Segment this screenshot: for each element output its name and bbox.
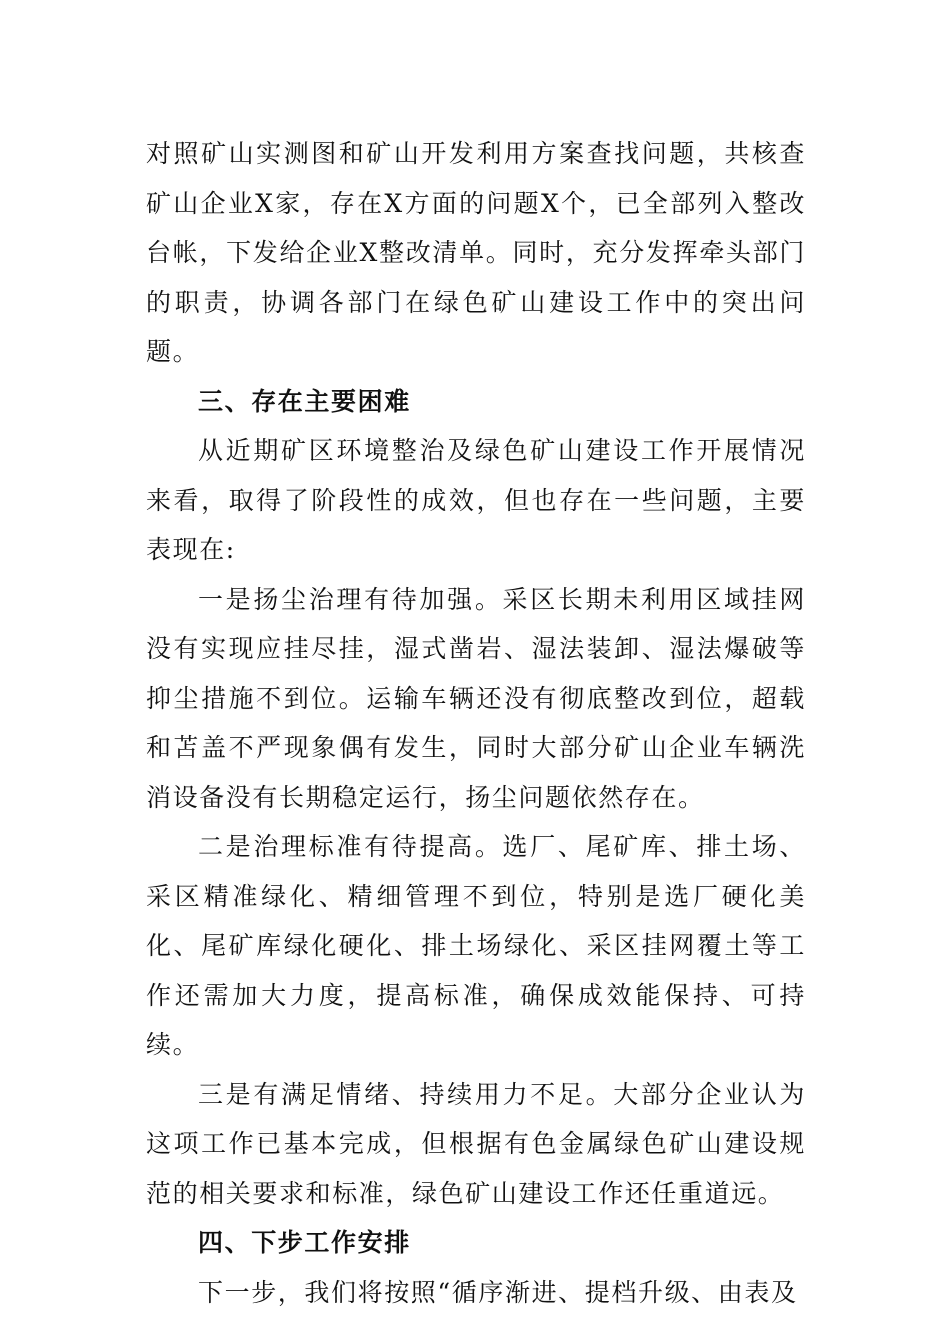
paragraph-next-steps: 下一步，我们将按照“循序渐进、提档升级、由表及	[198, 1277, 798, 1307]
paragraph-overview: 从近期矿区环境整治及绿色矿山建设工作开展情况来看，取得了阶段性的成效，但也存在一些问题，主要表现在:	[146, 436, 806, 564]
paragraph-complacency: 三是有满足情绪、持续用力不足。大部分企业认为这项工作已基本完成，但根据有色金属绿色矿山建设规范的相关要求和标准，绿色矿山建设工作还任重道远。	[146, 1079, 806, 1208]
document-body	[146, 129, 806, 1317]
paragraph-governance-standards: 二是治理标准有待提高。选厂、尾矿库、排土场、采区精准绿化、精细管理不到位，特别是选厂硬化美化、尾矿库绿化硬化、排土场绿化、采区挂网覆土等工作还需加大力度，提高标准，确保成效能保持、可持续。	[146, 832, 806, 1059]
paragraph-findings: 对照矿山实测图和矿山开发利用方案查找问题，共核查矿山企业X家，存在X方面的问题X个，已全部列入整改台帐，下发给企业X整改清单。同时，充分发挥牵头部门的职责，协调各部门在绿色矿山建设工作中的突出问题。	[146, 139, 806, 366]
paragraph-dust-control: 一是扬尘治理有待加强。采区长期未利用区域挂网没有实现应挂尽挂，湿式凿岩、湿法装卸、湿法爆破等抑尘措施不到位。运输车辆还没有彻底整改到位，超载和苫盖不严现象偶有发生，同时大部分矿山企业车辆洗消设备没有长期稳定运行，扬尘问题依然存在。	[146, 584, 806, 812]
section-heading-difficulties: 三、存在主要困难	[198, 386, 411, 416]
section-heading-next-steps: 四、下步工作安排	[198, 1228, 411, 1257]
